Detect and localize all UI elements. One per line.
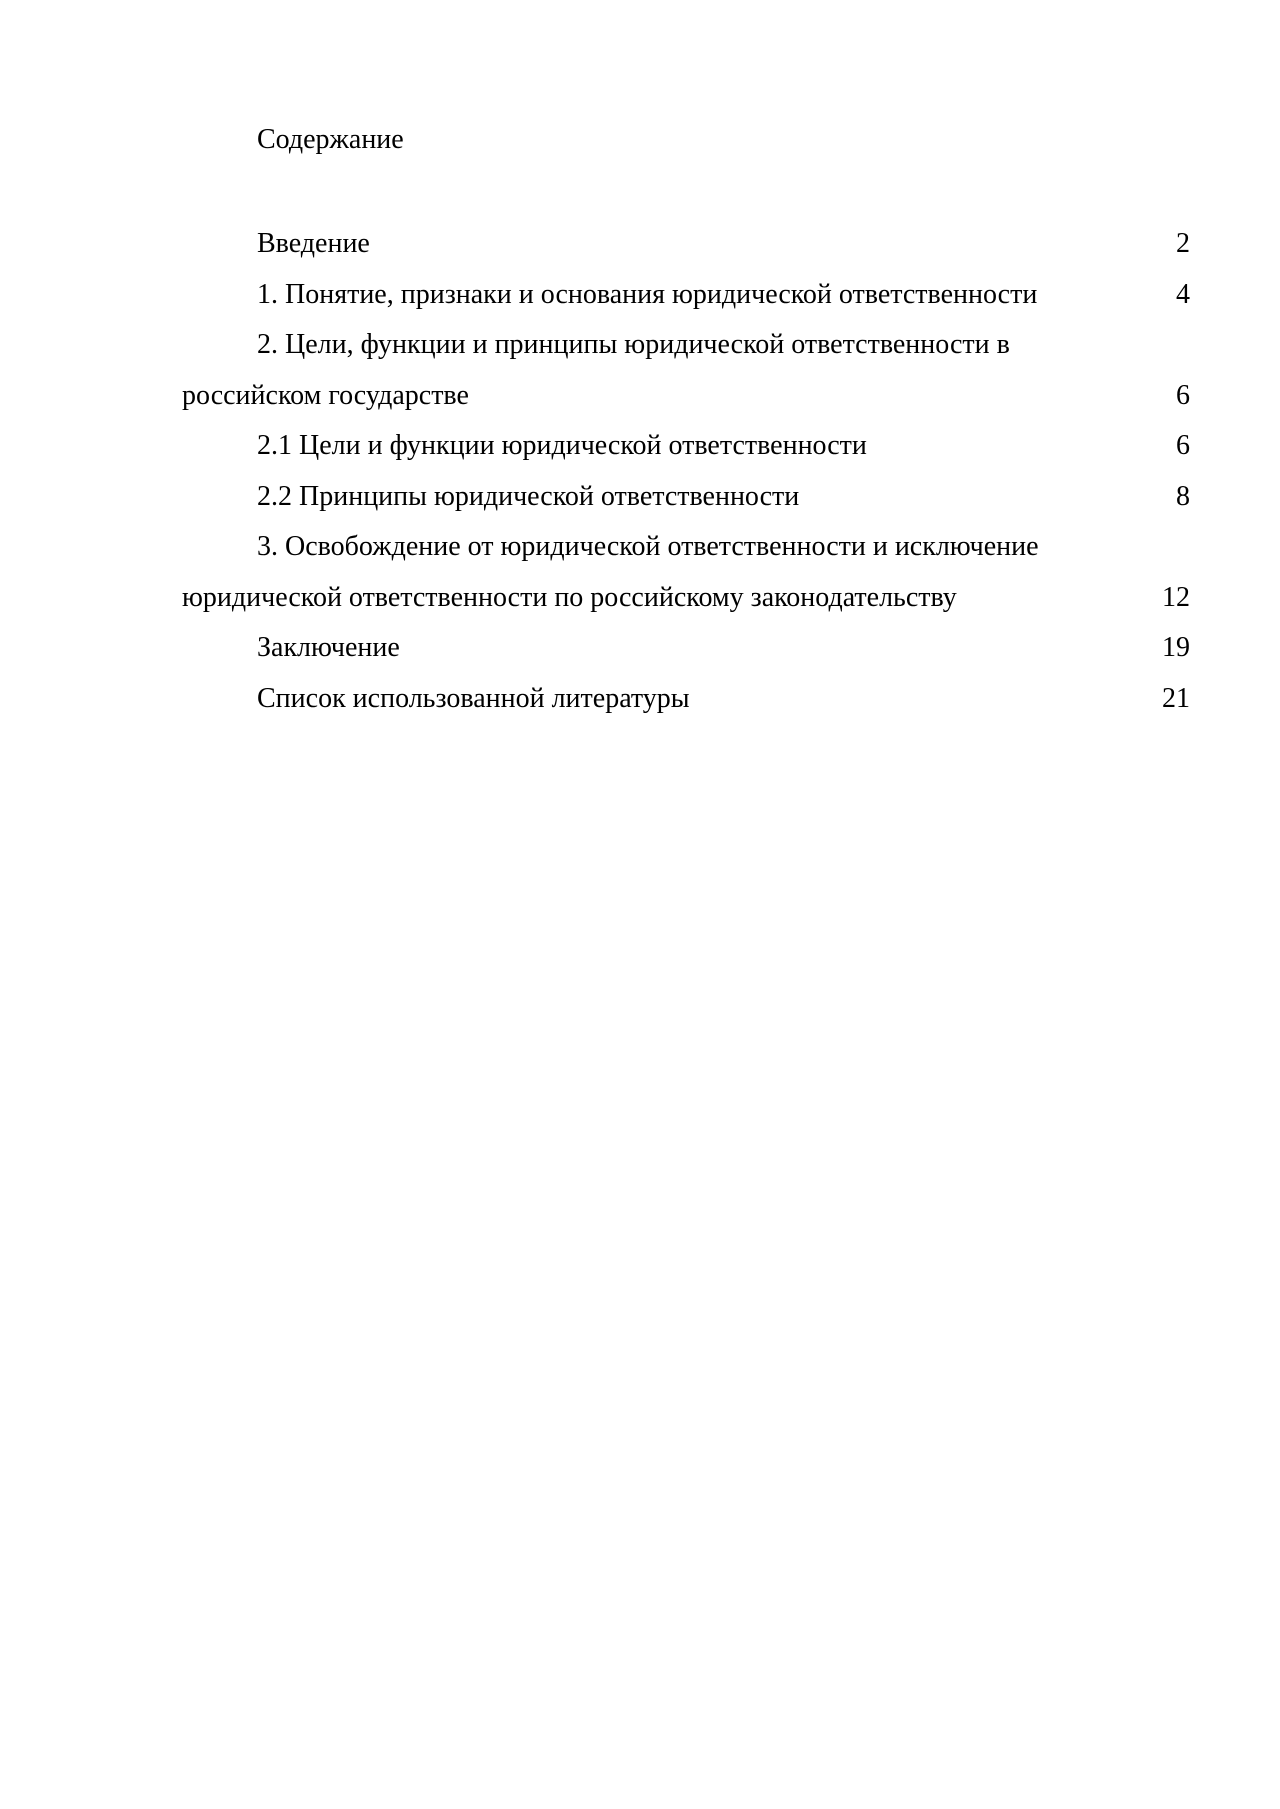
toc-entry-text: 3. Освобождение от юридической ответственности и исключение юридической ответственности по российскому законодательству bbox=[182, 531, 1039, 613]
toc-entry-text: 2. Цели, функции и принципы юридической ответственности в российском государстве bbox=[182, 329, 1010, 411]
toc-entry[interactable] bbox=[182, 472, 1190, 523]
toc-entry-page: 2 bbox=[1176, 228, 1190, 259]
toc-entry[interactable] bbox=[182, 421, 1190, 472]
toc-entry[interactable] bbox=[182, 522, 1190, 623]
toc-entry[interactable] bbox=[182, 674, 1190, 725]
toc-entry[interactable] bbox=[182, 320, 1190, 421]
toc-entry-page: 6 bbox=[1176, 379, 1190, 411]
toc-entry[interactable] bbox=[182, 270, 1190, 321]
toc-entry-text: Список использованной литературы bbox=[257, 682, 690, 714]
toc-entry-text: Заключение bbox=[257, 632, 400, 663]
toc-entry[interactable] bbox=[182, 623, 1190, 674]
toc-entry-page: 6 bbox=[1176, 430, 1190, 461]
toc-entry-page: 12 bbox=[1162, 581, 1190, 613]
toc-entry[interactable] bbox=[182, 219, 1190, 270]
toc-entry-text: 2.1 Цели и функции юридической ответственности bbox=[257, 430, 867, 461]
toc-entry-page: 8 bbox=[1176, 480, 1190, 512]
toc-entry-text: Введение bbox=[257, 228, 370, 259]
toc-entry-page: 4 bbox=[1176, 278, 1190, 310]
toc-entry-text: 1. Понятие, признаки и основания юридической ответственности bbox=[257, 278, 1038, 310]
toc-entry-page: 21 bbox=[1162, 682, 1190, 714]
toc-entry-text: 2.2 Принципы юридической ответственности bbox=[257, 480, 800, 512]
toc-list bbox=[182, 219, 1190, 724]
toc-entry-page: 19 bbox=[1162, 632, 1190, 663]
toc-title: Содержание bbox=[257, 124, 404, 155]
